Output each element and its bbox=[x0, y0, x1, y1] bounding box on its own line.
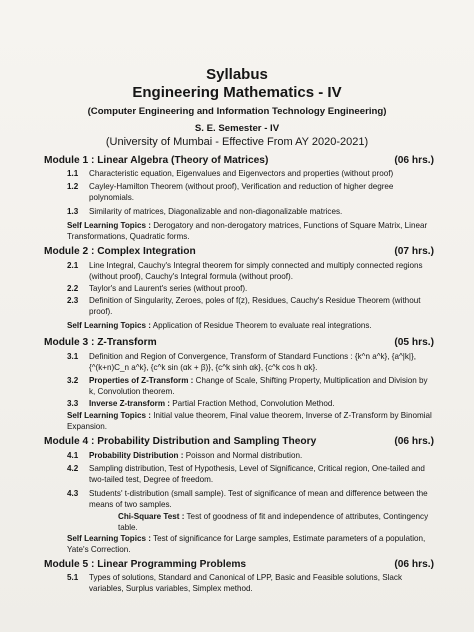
module-5-heading bbox=[44, 559, 434, 570]
self-learning-text: Test of significance for Large samples, Estimate parameters of a population, Yate's Correction. bbox=[67, 534, 426, 554]
item-number: 1.2 bbox=[67, 182, 79, 191]
item-number: 1.3 bbox=[67, 207, 79, 216]
self-learning-label: Self Learning Topics : bbox=[67, 321, 151, 330]
chi-square-label: Chi-Square Test : bbox=[118, 512, 185, 521]
module-hours: (05 hrs.) bbox=[394, 337, 434, 348]
item-text: Definition and Region of Convergence, Transform of Standard Functions : {k^n a^k}, {a^|k|}, {^(k+n)C_n a^k}, {c^k sin (αk + β)}, {c^k sinh αk}, {c^k cos h αk}. bbox=[89, 352, 416, 372]
item-number: 2.2 bbox=[67, 284, 79, 293]
self-learning-topics bbox=[67, 534, 439, 555]
item-text bbox=[89, 399, 434, 410]
self-learning-topics bbox=[67, 321, 439, 332]
module-title: Module 5 : Linear Programming Problems bbox=[44, 559, 247, 570]
item-body: Partial Fraction Method, Convolution Method. bbox=[172, 399, 335, 408]
self-learning-topics bbox=[67, 221, 439, 242]
item-bold-label: Probability Distribution : bbox=[89, 451, 184, 460]
module-title: Module 1 : Linear Algebra (Theory of Matrices) bbox=[44, 155, 269, 166]
module-hours: (06 hrs.) bbox=[394, 436, 434, 447]
item-number: 2.1 bbox=[67, 261, 79, 270]
module-4-heading bbox=[44, 436, 434, 447]
module-hours: (07 hrs.) bbox=[394, 246, 434, 257]
item-text bbox=[89, 451, 434, 462]
item-body: Poisson and Normal distribution. bbox=[185, 451, 303, 460]
branch-line: (Computer Engineering and Information Technology Engineering) bbox=[87, 106, 387, 117]
item-text: Sampling distribution, Test of Hypothesis, Level of Significance, Critical region, One-tailed and two-tailed test, Degree of freedom. bbox=[89, 464, 425, 484]
item-text: Students' t-distribution (small sample). Test of significance of mean and difference between the means of two samples. bbox=[89, 489, 428, 509]
item-number: 4.2 bbox=[67, 464, 79, 473]
item-text: Cayley-Hamilton Theorem (without proof), Verification and reduction of higher degree polynomials. bbox=[89, 182, 394, 202]
item-text: Types of solutions, Standard and Canonical of LPP, Basic and Feasible solutions, Slack variables, Surplus variables, Simplex method. bbox=[89, 573, 402, 593]
item-bold-label: Properties of Z-Transform : bbox=[89, 376, 194, 385]
self-learning-text: Initial value theorem, Final value theorem, Inverse of Z-Transform by Binomial Expansion. bbox=[67, 411, 432, 431]
item-number: 3.1 bbox=[67, 352, 79, 361]
item-number: 2.3 bbox=[67, 296, 79, 305]
self-learning-label: Self Learning Topics : bbox=[67, 221, 151, 230]
module-3-heading bbox=[44, 337, 434, 348]
syllabus-title: Syllabus bbox=[206, 66, 268, 83]
item-text: Characteristic equation, Eigenvalues and Eigenvectors and properties (without proof) bbox=[89, 169, 394, 178]
chi-square-test bbox=[118, 512, 438, 533]
semester-line: S. E. Semester - IV bbox=[194, 123, 280, 134]
item-body: Change of Scale, Shifting Property, Multiplication and Division by k, Convolution theorem. bbox=[89, 376, 428, 396]
self-learning-text: Derogatory and non-derogatory matrices, Functions of Square Matrix, Linear Transformations, Quadratic forms. bbox=[67, 221, 428, 241]
item-text: Definition of Singularity, Zeroes, poles of f(z), Residues, Cauchy's Residue Theorem (without proof). bbox=[89, 296, 421, 316]
university-line: (University of Mumbai - Effective From AY 2020-2021) bbox=[105, 136, 369, 148]
module-title: Module 3 : Z-Transform bbox=[44, 337, 157, 348]
chi-square-text: Test of goodness of fit and independence of attributes, Contingency table. bbox=[118, 512, 429, 532]
item-number: 3.2 bbox=[67, 376, 79, 385]
module-title: Module 2 : Complex Integration bbox=[44, 246, 196, 257]
item-bold-label: Inverse Z-transform : bbox=[89, 399, 170, 408]
module-1-heading bbox=[44, 155, 434, 166]
module-hours: (06 hrs.) bbox=[394, 155, 434, 166]
self-learning-label: Self Learning Topics : bbox=[67, 411, 151, 420]
module-hours: (06 hrs.) bbox=[394, 559, 434, 570]
module-title: Module 4 : Probability Distribution and Sampling Theory bbox=[44, 436, 317, 447]
item-text: Similarity of matrices, Diagonalizable and non-diagonalizable matrices. bbox=[89, 207, 343, 216]
self-learning-text: Application of Residue Theorem to evaluate real integrations. bbox=[152, 321, 372, 330]
item-text: Taylor's and Laurent's series (without proof). bbox=[89, 284, 248, 293]
item-number: 5.1 bbox=[67, 573, 79, 582]
item-number: 4.1 bbox=[67, 451, 79, 460]
item-text bbox=[89, 376, 434, 397]
item-text: Line Integral, Cauchy's Integral theorem for simply connected and multiply connected regions (without proof), Cauchy's Integral formula (without proof). bbox=[89, 261, 423, 281]
subject-title: Engineering Mathematics - IV bbox=[132, 84, 342, 101]
item-number: 4.3 bbox=[67, 489, 79, 498]
item-number: 3.3 bbox=[67, 399, 79, 408]
self-learning-topics bbox=[67, 411, 439, 432]
item-number: 1.1 bbox=[67, 169, 79, 178]
module-2-heading bbox=[44, 246, 434, 257]
self-learning-label: Self Learning Topics : bbox=[67, 534, 151, 543]
